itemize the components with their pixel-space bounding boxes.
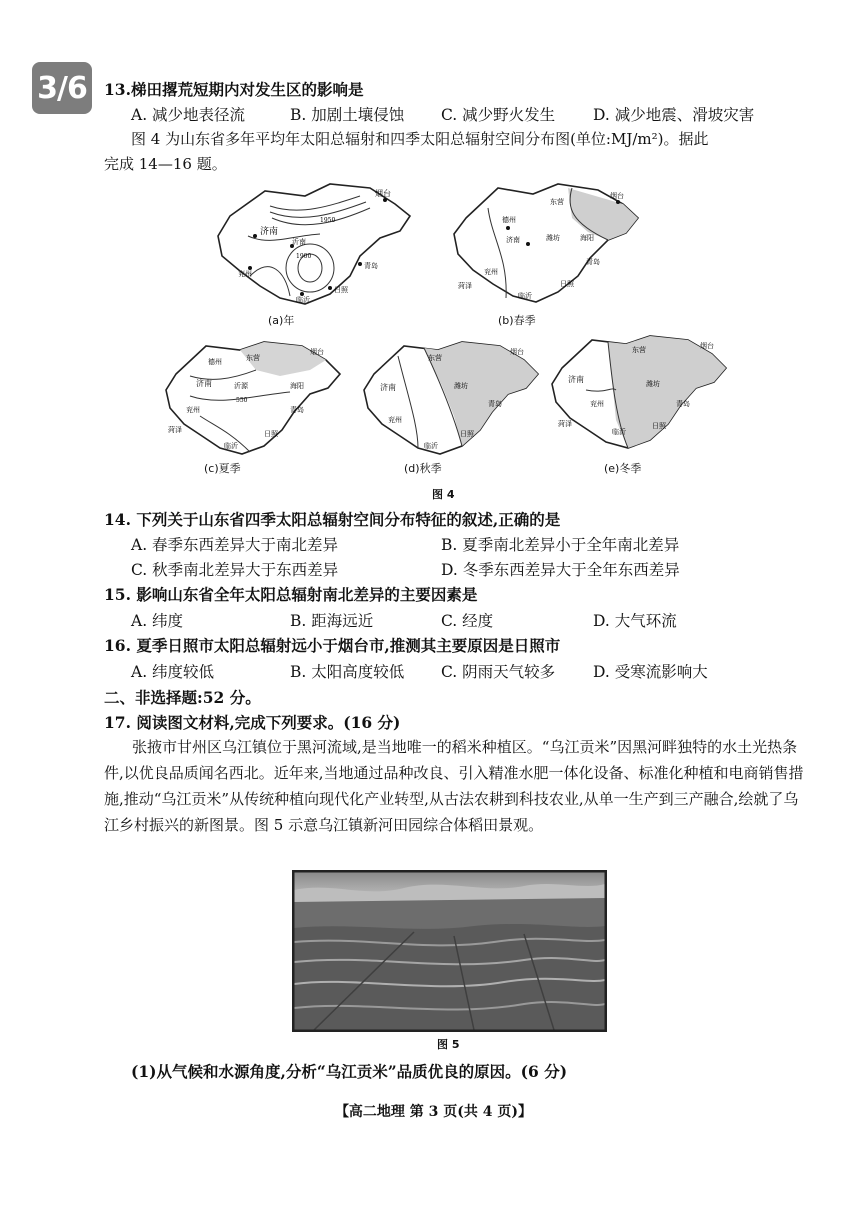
map-a-city-label: 烟台 [375,189,391,198]
map-b-city-label: 日照 [560,280,574,288]
map-c-city-label: 青岛 [290,406,304,414]
question-17-material [104,734,804,838]
map-e-city-label: 烟台 [700,342,714,350]
page-footer: 【高二地理 第 3 页(共 4 页)】 [334,1104,533,1120]
map-c-city-label: 沂源 [234,382,248,390]
q13-option-b: B. 加剧土壤侵蚀 [290,106,405,124]
map-c-city-label: 德州 [208,358,222,366]
question-17-part-1: (1)从气候和水源角度,分析“乌江贡米”品质优良的原因。(6 分) [131,1062,568,1081]
figure-5-photo [292,870,607,1032]
map-b-city-label: 烟台 [610,192,624,200]
q16-option-b: B. 太阳高度较低 [290,663,405,681]
map-c-city-label: 兖州 [186,406,200,414]
map-b-city-label: 济南 [506,236,520,244]
map-e-city-label: 青岛 [676,400,690,408]
question-13-stem: 13.梯田撂荒短期内对发生区的影响是 [104,80,364,99]
map-b-city-label: 兖州 [484,268,498,276]
map-d-city-label: 兖州 [388,416,402,424]
q14-option-b: B. 夏季南北差异小于全年南北差异 [441,536,680,554]
map-b-city-label: 青岛 [586,258,600,266]
map-b-city-label: 菏泽 [458,282,472,290]
map-e-city-label: 兖州 [590,400,604,408]
map-a-city-label: 临沂 [296,296,310,304]
map-e-city-label: 东营 [632,346,646,354]
map-a-isoline-label: 1900 [296,253,312,260]
map-b-caption: (b)春季 [498,314,536,327]
map-e-city-label: 潍坊 [646,380,660,388]
map-d-city-label: 济南 [380,383,396,392]
q14-option-a: A. 春季东西差异大于南北差异 [131,536,339,554]
map-winter [546,330,736,458]
map-autumn [358,336,548,464]
q15-option-a: A. 纬度 [131,612,184,630]
map-b-city-label: 临沂 [518,292,532,300]
map-spring [448,178,648,313]
map-d-city-label: 青岛 [488,400,502,408]
map-d-caption: (d)秋季 [404,462,442,475]
map-d-city-label: 临沂 [424,442,438,450]
q13-option-d: D. 减少地震、滑坡灾害 [593,106,755,124]
q16-option-a: A. 纬度较低 [131,663,215,681]
map-c-isoline-label: 550 [236,397,248,404]
map-annual [210,176,420,316]
map-d-city-label: 东营 [428,354,442,362]
map-a-city-label: 沂南 [292,238,306,246]
map-c-city-label: 济南 [196,379,212,388]
question-17-material-text: 张掖市甘州区乌江镇位于黑河流域,是当地唯一的稻米种植区。“乌江贡米”因黑河畔独特的水土光热条件,以优良品质闻名西北。近年来,当地通过品种改良、引入精准水肥一体化设备、标准化种植和电商销售措施,推动“乌江贡米”从传统种植向现代化产业转型,从古法农耕到科技农业,从单一生产到三产融合,绘就了乌江乡村振兴的新图景。图 5 示意乌江镇新河田园综合体稻田景观。 [104,738,804,834]
section-2-heading: 二、非选择题:52 分。 [104,688,261,707]
figure-5-caption: 图 5 [437,1038,460,1051]
map-c-city-label: 海阳 [290,382,304,390]
map-c-city-label: 菏泽 [168,426,182,434]
map-d-city-label: 烟台 [510,348,524,356]
map-a-city-label: 济南 [260,227,279,237]
map-c-city-label: 东营 [246,354,260,362]
figure-4-caption: 图 4 [432,488,455,501]
question-17-stem: 17. 阅读图文材料,完成下列要求。(16 分) [104,713,401,732]
q13-option-c: C. 减少野火发生 [441,106,556,124]
map-b-city-label: 海阳 [580,234,594,242]
question-14-stem: 14. 下列关于山东省四季太阳总辐射空间分布特征的叙述,正确的是 [104,510,561,529]
map-a-city-label: 兖州 [238,270,252,278]
map-b-city-label: 潍坊 [546,234,560,242]
map-e-city-label: 济南 [568,375,584,384]
q14-option-d: D. 冬季东西差异大于全年东西差异 [441,561,680,579]
map-a-city-label: 青岛 [364,262,378,270]
q14-option-c: C. 秋季南北差异大于东西差异 [131,561,339,579]
map-d-city-label: 日照 [460,430,474,438]
map-a-city-label: 日照 [334,286,348,294]
map-a-caption: (a)年 [268,314,295,327]
rice-field-landscape-image [294,872,605,1030]
page-badge: 3/6 [32,62,92,114]
q15-option-c: C. 经度 [441,612,494,630]
map-d-city-label: 潍坊 [454,382,468,390]
map-a-isoline-label: 1950 [320,217,336,224]
map-e-city-label: 日照 [652,422,666,430]
map-b-city-label: 东营 [550,198,564,206]
q15-option-b: B. 距海远近 [290,612,374,630]
q16-option-d: D. 受寒流影响大 [593,663,708,681]
map-c-caption: (c)夏季 [204,462,241,475]
map-c-city-label: 烟台 [310,348,324,356]
map-b-city-label: 德州 [502,216,516,224]
map-c-city-label: 日照 [264,430,278,438]
q15-option-d: D. 大气环流 [593,612,677,630]
map-e-city-label: 菏泽 [558,420,572,428]
map-summer [160,336,350,464]
map-c-city-label: 临沂 [224,442,238,450]
map-e-caption: (e)冬季 [604,462,642,475]
question-15-stem: 15. 影响山东省全年太阳总辐射南北差异的主要因素是 [104,585,478,604]
intro-line-2: 完成 14—16 题。 [104,155,227,173]
map-e-city-label: 临沂 [612,428,626,436]
q13-option-a: A. 减少地表径流 [131,106,246,124]
intro-line-1: 图 4 为山东省多年平均年太阳总辐射和四季太阳总辐射空间分布图(单位:MJ/m²)。据此 [131,130,709,148]
question-16-stem: 16. 夏季日照市太阳总辐射远小于烟台市,推测其主要原因是日照市 [104,636,561,655]
q16-option-c: C. 阴雨天气较多 [441,663,556,681]
